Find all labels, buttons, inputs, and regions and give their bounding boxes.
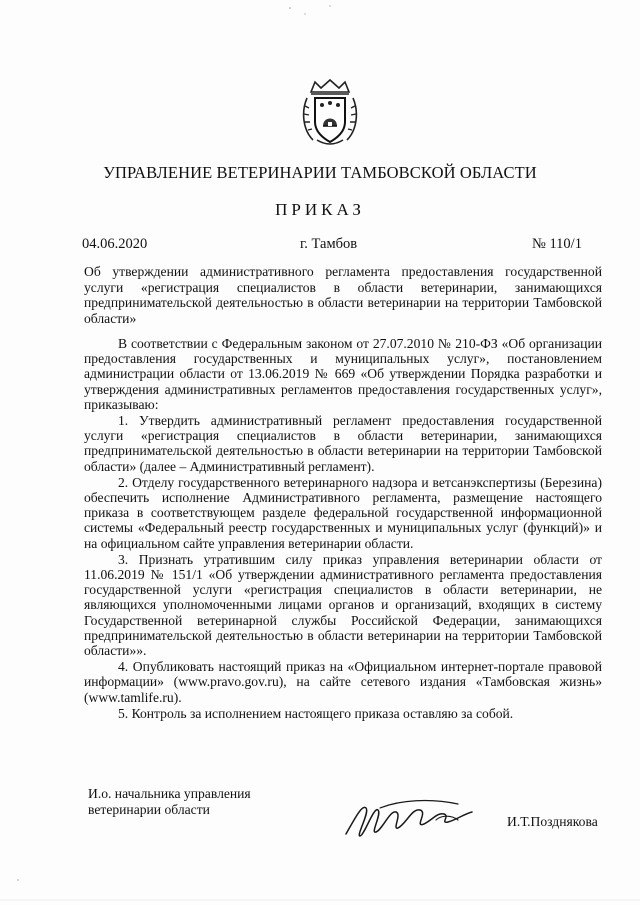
order-item-1: 1. Утвердить административный регламент предоставления государственной услуги «регистрация специалистов в области ветеринарии, занимающихся предпринимательской деятельностью в области ветеринарии на территории Тамбовской области» (далее – Административный регламент). [84, 413, 602, 474]
organization-name: УПРАВЛЕНИЕ ВЕТЕРИНАРИИ ТАМБОВСКОЙ ОБЛАСТИ [103, 163, 537, 182]
order-item-4: 4. Опубликовать настоящий приказ на «Официальном интернет-портале правовой информации» (www.pravo.gov.ru), на сайте сетевого издания «Тамбовская жизнь» (www.tamlife.ru). [84, 659, 602, 705]
signatory-position [88, 786, 251, 818]
document-subject: Об утверждении административного регламента предоставления государственной услуги «регистрация специалистов в области ветеринарии, занимающихся предпринимательской деятельностью в области ветеринарии на территории Тамбовской области» [84, 264, 602, 326]
document-date: 04.06.2020 [82, 236, 148, 252]
coat-of-arms-emblem [301, 78, 359, 148]
order-item-3: 3. Признать утратившим силу приказ управления ветеринарии области от 11.06.2019 № 151/1 «Об утверждении административного регламента предоставления государственной услуги «регистрация специалистов в области ветеринарии, не являющихся уполномоченными лицами органов и организаций, входящих в систему Государственной ветеринарной службы Российской Федерации, занимающихся предпринимательской деятельностью в области ветеринарии на территории Тамбовской области»». [84, 551, 602, 659]
signatory-name: И.Т.Позднякова [507, 814, 598, 829]
document-number: № 110/1 [532, 236, 582, 252]
order-item-5: 5. Контроль за исполнением настоящего приказа оставляю за собой. [118, 705, 514, 721]
preamble-paragraph: В соответствии с Федеральным законом от 27.07.2010 № 210-ФЗ «Об организации предоставления государственных и муниципальных услуг», постановлением администрации области от 13.06.2019 № 669 «Об утверждении Порядка разработки и утверждения административных регламентов предоставления государственных услуг», приказываю: [84, 336, 602, 412]
document-city: г. Тамбов [300, 236, 358, 252]
handwritten-signature [340, 790, 480, 846]
document-type-title: ПРИКАЗ [275, 200, 365, 219]
signatory-position-line-2: ветеринарии области [88, 802, 210, 817]
signatory-position-line-1: И.о. начальника управления [88, 786, 251, 801]
document-body [84, 336, 602, 722]
order-item-2: 2. Отделу государственного ветеринарного надзора и ветсанэкспертизы (Березина) обеспечить исполнение Административного регламента, размещение настоящего приказа в соответствующем разделе федеральной государственной информационной системы «Федеральный реестр государственных и муниципальных услуг (функций)» и на официальном сайте управления ветеринарии области. [84, 474, 602, 551]
